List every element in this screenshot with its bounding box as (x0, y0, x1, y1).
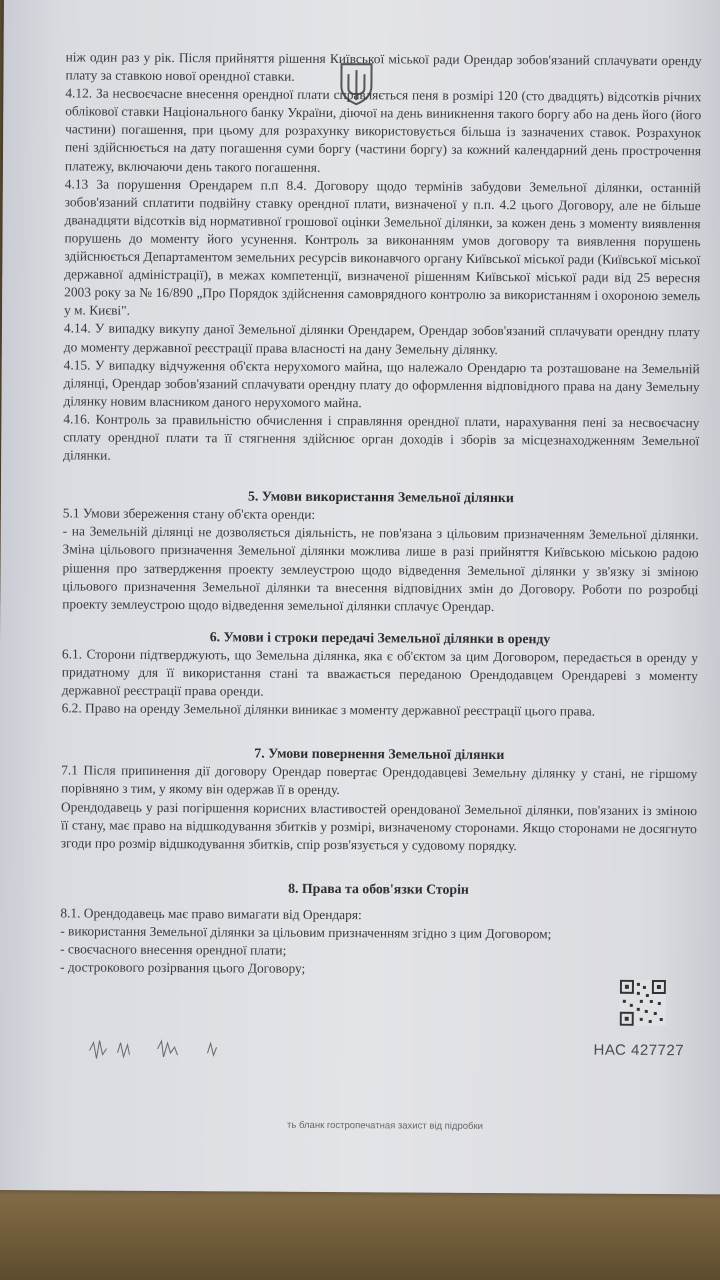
serial-number: НАС 427727 (593, 1041, 685, 1060)
section-heading-7: 7. Умови повернення Земельної ділянки (254, 745, 505, 763)
section-heading-6: 6. Умови і строки передачі Земельної ділянки в оренду (209, 629, 551, 647)
document-text (60, 48, 702, 980)
list-item: - використання Земельної ділянки за цільовим призначенням згідно з цим Договором; (60, 923, 552, 942)
footer-note: ть бланк гостропечатная захист від підробки (287, 1119, 483, 1132)
paragraph-4-13: 4.13 За порушення Орендарем п.п 8.4. Договору щодо термінів забудови Земельної ділянки, останній зобов'язаний сплатити подвійну ставку орендної плати, визначеної у п.п. 4.2 цього Договору, але не більше дванадцяти відсотків від нормативної грошової оцінки Земельної ділянки, за кожен день з моменту виявлення порушень до моменту його усунення. Контроль за виконанням умов договору та виявлення порушень здійснюється Департаментом земельних ресурсів виконавчого органу Київської міської ради (Київської міської державної адміністрації), в межах компетенції, визначеної рішенням Київської міської ради від 25 вересня 2003 року за № 16/890 „Про Порядок здійснення самоврядного контролю за використанням і охороною земель у м. Києві". (63, 176, 701, 319)
paragraph-4-15: 4.15. У випадку відчуження об'єкта нерухомого майна, що належало Орендарю та розташоване на Земельній ділянці, Орендар зобов'язаний сплачувати орендну плату до оформлення відповідного права на дану Земельну ділянку новим власником даного нерухомого майна. (63, 356, 700, 410)
paragraph-6-2: 6.2. Право на оренду Земельної ділянки виникає з моменту державної реєстрації цього права. (61, 700, 596, 719)
section-heading-5: 5. Умови використання Земельної ділянки (247, 488, 514, 506)
paragraph-4-16: 4.16. Контроль за правильністю обчислення і справляння орендної плати, нарахування пені за несвоєчасну сплату орендної плати та її стягнення здійснює орган доходів і зборів за місцезнаходженням Земельної ділянки. (63, 411, 700, 463)
signature-scribble (87, 1031, 287, 1072)
list-item: - своєчасного внесення орендної плати; (60, 941, 287, 958)
paragraph-4-14: 4.14. У випадку викупу даної Земельної ділянки Орендарем, Орендар зобов'язаний сплачувати орендну плату до моменту державної реєстрації права власності на дану Земельну ділянку. (63, 320, 700, 357)
paragraph-5-1: 5.1 Умови збереження стану об'єкта оренди: (62, 505, 316, 523)
paragraph-7-2: Орендодавець у разі погіршення корисних властивостей орендованої Земельної ділянки, пов'язаних із зміною її стану, має право на відшкодування збитків у розмірі, визначеному сторонами. Якщо сторонами не досягнуто згоди про розмір відшкодування збитків, спір розв'язується у судовому порядку. (60, 798, 698, 853)
paragraph-5-1-item: - на Земельній ділянці не дозволяється діяльність, не пов'язана з цільовим призначенням Земельної ділянки. Зміна цільового призначення Земельної ділянки можлива лише в разі прийняття Київською міською радою рішення про затвердження проекту землеустрою щодо відведення Земельної ділянки у зв'язку зі зміною цільового призначення Земельної ділянки та внесення відповідних змін до Договору. Роботи по розробці проекту землеустрою щодо відведення земельної ділянки сплачує Орендар. (62, 523, 699, 614)
paragraph-4-12: 4.12. За несвоєчасне внесення орендної плати справляється пеня в розмірі 120 (сто двадцять) відсотків річних облікової ставки Національного банку України, діючої на день виникнення такого боргу або на день його (його частини) погашення, при цьому для розрахунку використовується більша із зазначених ставок. Розрахунок пені здійснюється на дату погашення суми боргу (частини боргу) за кожний календарний день прострочення платежу, включаючи день такого погашення. (64, 85, 702, 175)
paragraph-7-1: 7.1 Після припинення дії договору Орендар повертає Орендодавцеві Земельну ділянку у стані, не гіршому порівняно з тим, у якому він одержав її в оренду. (61, 762, 698, 798)
list-item: - дострокового розірвання цього Договору; (59, 959, 306, 977)
paragraph-6-1: 6.1. Сторони підтверджують, що Земельна ділянка, яка є об'єктом за цим Договором, передається в оренду у придатному для її використання стані та вважається переданою Орендодавцем Орендареві з моменту державної реєстрації права оренди. (61, 646, 698, 699)
paragraph-8-1: 8.1. Орендодавець має право вимагати від Орендаря: (60, 905, 362, 923)
paragraph: ніж один раз у рік. Після прийняття рішення Київської міської ради Орендар зобов'язаний сплачувати оренду плату за ставкою нової орендної ставки. (65, 49, 702, 84)
qr-code-icon (620, 980, 666, 1026)
section-heading-8: 8. Права та обов'язки Сторін (288, 880, 469, 897)
